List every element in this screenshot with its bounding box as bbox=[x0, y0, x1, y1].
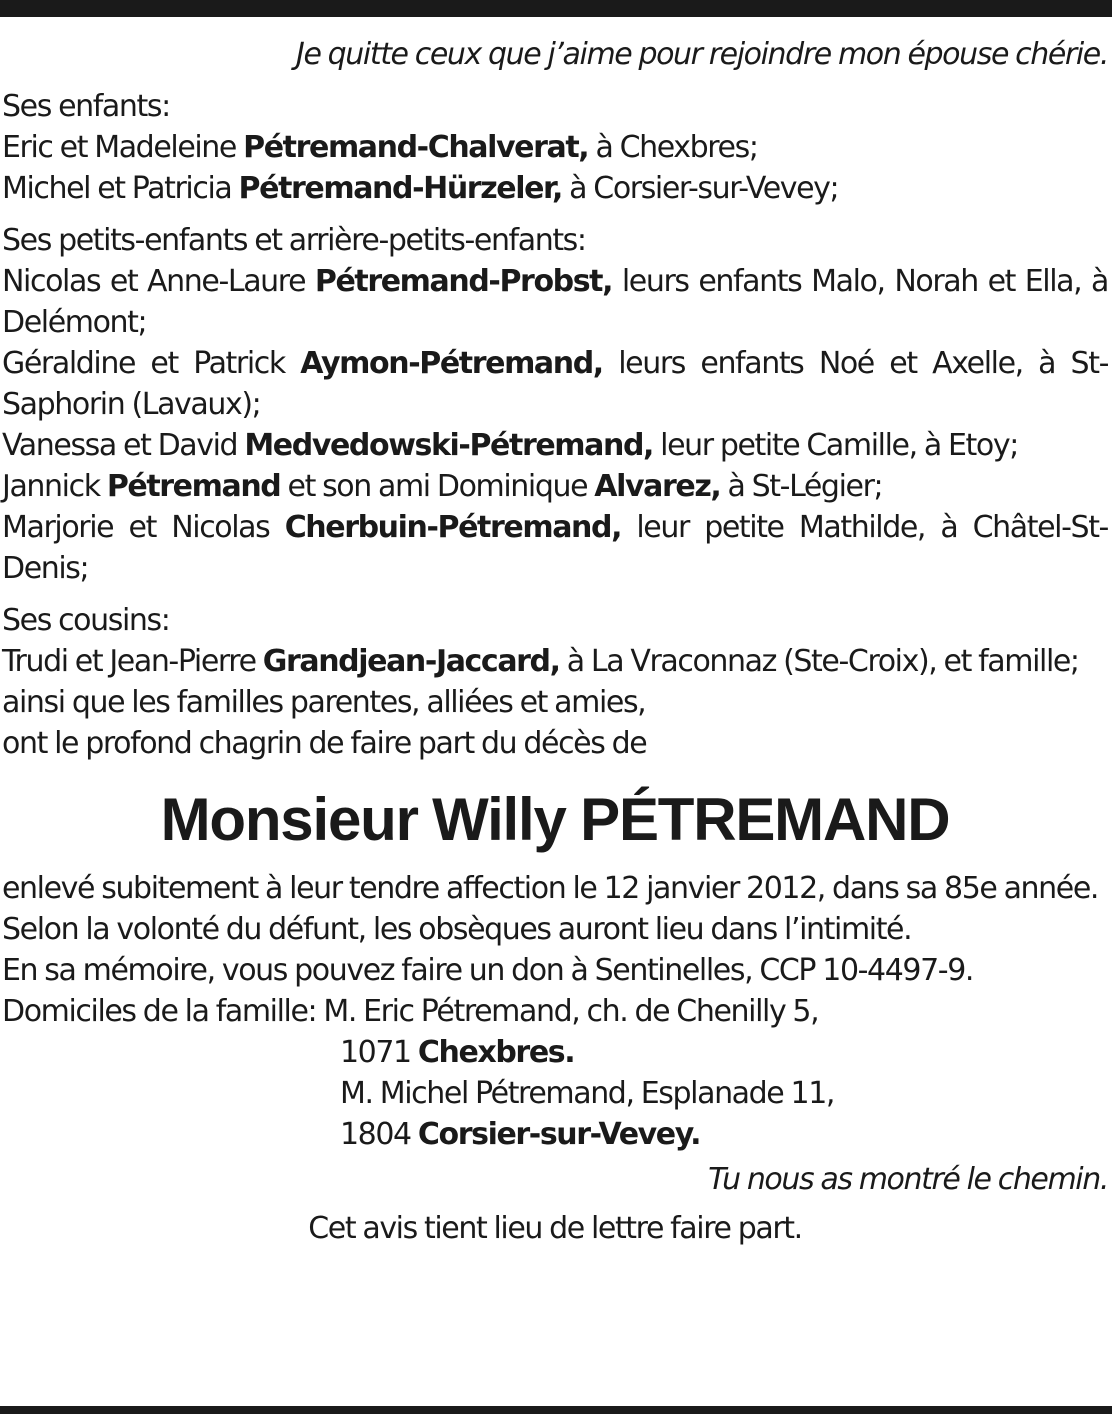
family-name: Pétremand bbox=[106, 469, 281, 504]
grandchildren-line-4: Jannick Pétremand et son ami Dominique Alvarez, à St-Légier; bbox=[2, 469, 883, 504]
domicile-city-1: 1071 Chexbres. bbox=[340, 1035, 575, 1070]
footer-note: Cet avis tient lieu de lettre faire part. bbox=[308, 1211, 802, 1246]
family-name: Medvedowski-Pétremand, bbox=[244, 428, 654, 463]
grandchildren-heading: Ses petits-enfants et arrière-petits-enfants: bbox=[2, 223, 586, 258]
families-line: ainsi que les familles parentes, alliées et amies, bbox=[2, 685, 646, 720]
top-border-rule bbox=[0, 0, 1112, 17]
domicile-address-1: M. Eric Pétremand, ch. de Chenilly 5, bbox=[316, 994, 819, 1029]
domiciles-first-line bbox=[2, 991, 1108, 1032]
cousins-line: Trudi et Jean-Pierre Grandjean-Jaccard, à La Vraconnaz (Ste-Croix), et famille; bbox=[2, 644, 1079, 679]
family-name: Pétremand-Chalverat, bbox=[243, 130, 589, 165]
announcement-line: ont le profond chagrin de faire part du décès de bbox=[2, 726, 647, 761]
family-name: Cherbuin-Pétremand, bbox=[284, 510, 622, 545]
family-name: Pétremand-Hürzeler, bbox=[238, 171, 563, 206]
cousins-section bbox=[2, 600, 1108, 764]
family-name: Aymon-Pétremand, bbox=[300, 346, 603, 381]
domicile-city-2: 1804 Corsier-sur-Vevey. bbox=[340, 1117, 701, 1152]
children-line-2: Michel et Patricia Pétremand-Hürzeler, à Corsier-sur-Vevey; bbox=[2, 171, 839, 206]
cousins-heading: Ses cousins: bbox=[2, 603, 170, 638]
children-heading: Ses enfants: bbox=[2, 89, 170, 124]
grandchildren-line-2: Géraldine et Patrick Aymon-Pétremand, leurs enfants Noé et Axelle, à St-Saphorin (Lavaux); bbox=[2, 346, 1108, 422]
grandchildren-line-1: Nicolas et Anne-Laure Pétremand-Probst, leurs enfants Malo, Norah et Ella, à Delémont; bbox=[2, 264, 1108, 340]
family-name: Alvarez, bbox=[594, 469, 721, 504]
grandchildren-line-5: Marjorie et Nicolas Cherbuin-Pétremand, leur petite Mathilde, à Châtel-St-Denis; bbox=[2, 510, 1108, 586]
children-line-1: Eric et Madeleine Pétremand-Chalverat, à Chexbres; bbox=[2, 130, 758, 165]
grandchildren-line-3: Vanessa et David Medvedowski-Pétremand, leur petite Camille, à Etoy; bbox=[2, 428, 1018, 463]
deceased-name: Monsieur Willy PÉTREMAND bbox=[160, 786, 950, 853]
family-name: Pétremand-Probst, bbox=[314, 264, 613, 299]
domiciles-block bbox=[2, 991, 1108, 1155]
children-section bbox=[2, 86, 1108, 209]
epigraph: Je quitte ceux que j’aime pour rejoindre mon épouse chérie. bbox=[296, 37, 1108, 72]
funeral-note: Selon la volonté du défunt, les obsèques auront lieu dans l’intimité. bbox=[2, 912, 912, 947]
donation-note: En sa mémoire, vous pouvez faire un don à Sentinelles, CCP 10-4497-9. bbox=[2, 953, 974, 988]
grandchildren-section bbox=[2, 220, 1108, 589]
closing-quote: Tu nous as montré le chemin. bbox=[708, 1162, 1108, 1197]
domiciles-label: Domiciles de la famille: bbox=[2, 994, 317, 1029]
family-name: Grandjean-Jaccard, bbox=[262, 644, 560, 679]
bottom-border-rule bbox=[0, 1406, 1112, 1414]
notice-body bbox=[2, 34, 1108, 1249]
death-notice: enlevé subitement à leur tendre affection le 12 janvier 2012, dans sa 85e année. bbox=[2, 871, 1099, 906]
domicile-address-2: M. Michel Pétremand, Esplanade 11, bbox=[340, 1076, 835, 1111]
